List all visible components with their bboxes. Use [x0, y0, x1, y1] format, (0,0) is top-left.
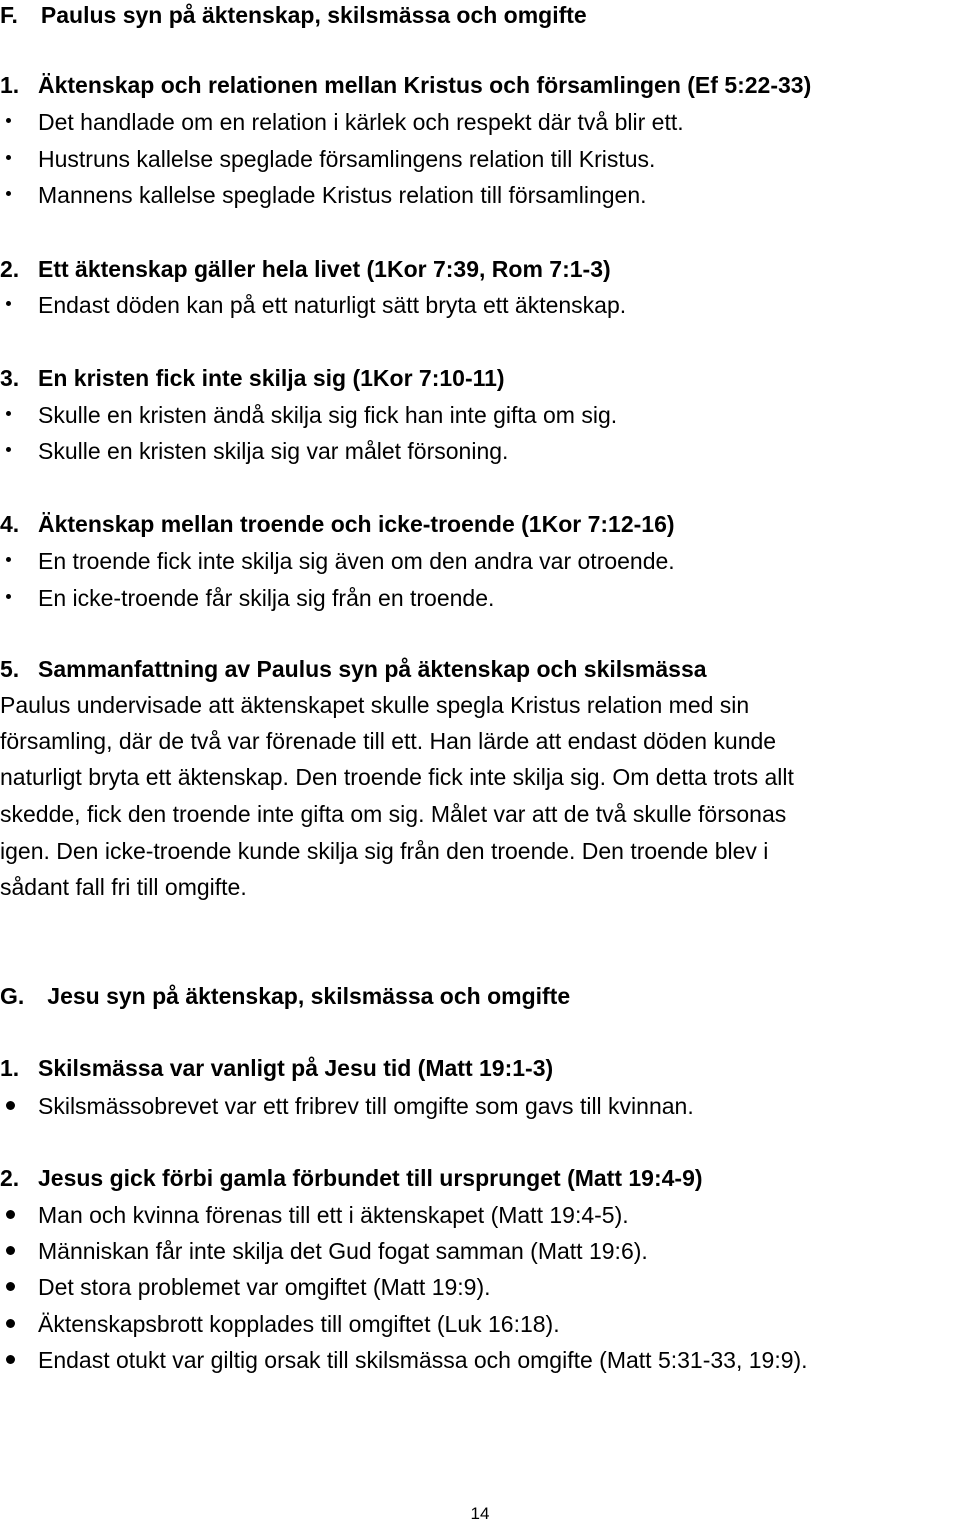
subsection-number: 4. — [0, 511, 20, 537]
bullet-icon — [0, 433, 38, 469]
list-item: Hustruns kallelse speglade församlingens relation till Kristus. — [0, 141, 655, 177]
list-item: Skulle en kristen skilja sig var målet försoning. — [0, 433, 508, 469]
list-item: Endast döden kan på ett naturligt sätt bryta ett äktenskap. — [0, 287, 626, 323]
subsection-number: 5. — [0, 656, 20, 682]
list-item: Människan får inte skilja det Gud fogat samman (Matt 19:6). — [0, 1233, 648, 1269]
list-item: En icke-troende får skilja sig från en troende. — [0, 580, 494, 616]
subsection-number: 2. — [0, 256, 20, 282]
subsection-f5-title: 5. Sammanfattning av Paulus syn på äktenskap och skilsmässa — [0, 651, 707, 687]
subsection-number: 3. — [0, 365, 20, 391]
section-f-title: F. Paulus syn på äktenskap, skilsmässa och omgifte — [0, 2, 587, 28]
subsection-number: 1. — [0, 1055, 20, 1081]
subsection-f4-title: 4. Äktenskap mellan troende och icke-troende (1Kor 7:12-16) — [0, 506, 675, 542]
bullet-icon — [0, 1088, 38, 1124]
list-item: Äktenskapsbrott kopplades till omgiftet (Luk 16:18). — [0, 1306, 560, 1342]
list-item: Man och kvinna förenas till ett i äktenskapet (Matt 19:4-5). — [0, 1197, 629, 1233]
paragraph-line: naturligt bryta ett äktenskap. Den troende fick inte skilja sig. Om detta trots allt — [0, 764, 794, 790]
list-item: Endast otukt var giltig orsak till skilsmässa och omgifte (Matt 5:31-33, 19:9). — [0, 1342, 808, 1378]
paragraph-line: Paulus undervisade att äktenskapet skulle spegla Kristus relation med sin — [0, 692, 750, 718]
subsection-g2-title: 2. Jesus gick förbi gamla förbundet till ursprunget (Matt 19:4-9) — [0, 1160, 703, 1196]
bullet-icon — [0, 1269, 38, 1305]
paragraph-line: församling, där de två var förenade till ett. Han lärde att endast döden kunde — [0, 728, 777, 754]
list-item: Skilsmässobrevet var ett fribrev till omgifte som gavs till kvinnan. — [0, 1088, 694, 1124]
list-item: Skulle en kristen ändå skilja sig fick han inte gifta om sig. — [0, 397, 617, 433]
bullet-icon — [0, 543, 38, 579]
bullet-icon — [0, 1306, 38, 1342]
bullet-icon — [0, 1197, 38, 1233]
list-item: Mannens kallelse speglade Kristus relation till församlingen. — [0, 177, 647, 213]
bullet-icon — [0, 287, 38, 323]
section-g-title: G. Jesu syn på äktenskap, skilsmässa och omgifte — [0, 983, 571, 1009]
list-item: En troende fick inte skilja sig även om den andra var otroende. — [0, 543, 675, 579]
bullet-icon — [0, 177, 38, 213]
paragraph-line: skedde, fick den troende inte gifta om sig. Målet var att de två skulle försonas — [0, 801, 787, 827]
subsection-g1-title: 1. Skilsmässa var vanligt på Jesu tid (Matt 19:1-3) — [0, 1050, 553, 1086]
bullet-icon — [0, 1342, 38, 1378]
bullet-icon — [0, 1233, 38, 1269]
bullet-icon — [0, 580, 38, 616]
subsection-f2-title: 2. Ett äktenskap gäller hela livet (1Kor 7:39, Rom 7:1-3) — [0, 251, 611, 287]
list-item: Det handlade om en relation i kärlek och respekt där två blir ett. — [0, 104, 684, 140]
subsection-number: 2. — [0, 1165, 20, 1191]
bullet-icon — [0, 397, 38, 433]
paragraph-line: sådant fall fri till omgifte. — [0, 874, 247, 900]
subsection-f3-title: 3. En kristen fick inte skilja sig (1Kor 7:10-11) — [0, 360, 505, 396]
page-number: 14 — [470, 1504, 490, 1523]
bullet-icon — [0, 141, 38, 177]
subsection-f1-title: 1. Äktenskap och relationen mellan Kristus och församlingen (Ef 5:22-33) — [0, 67, 811, 103]
subsection-number: 1. — [0, 72, 20, 98]
list-item: Det stora problemet var omgiftet (Matt 19:9). — [0, 1269, 491, 1305]
paragraph-line: igen. Den icke-troende kunde skilja sig från den troende. Den troende blev i — [0, 838, 769, 864]
bullet-icon — [0, 104, 38, 140]
